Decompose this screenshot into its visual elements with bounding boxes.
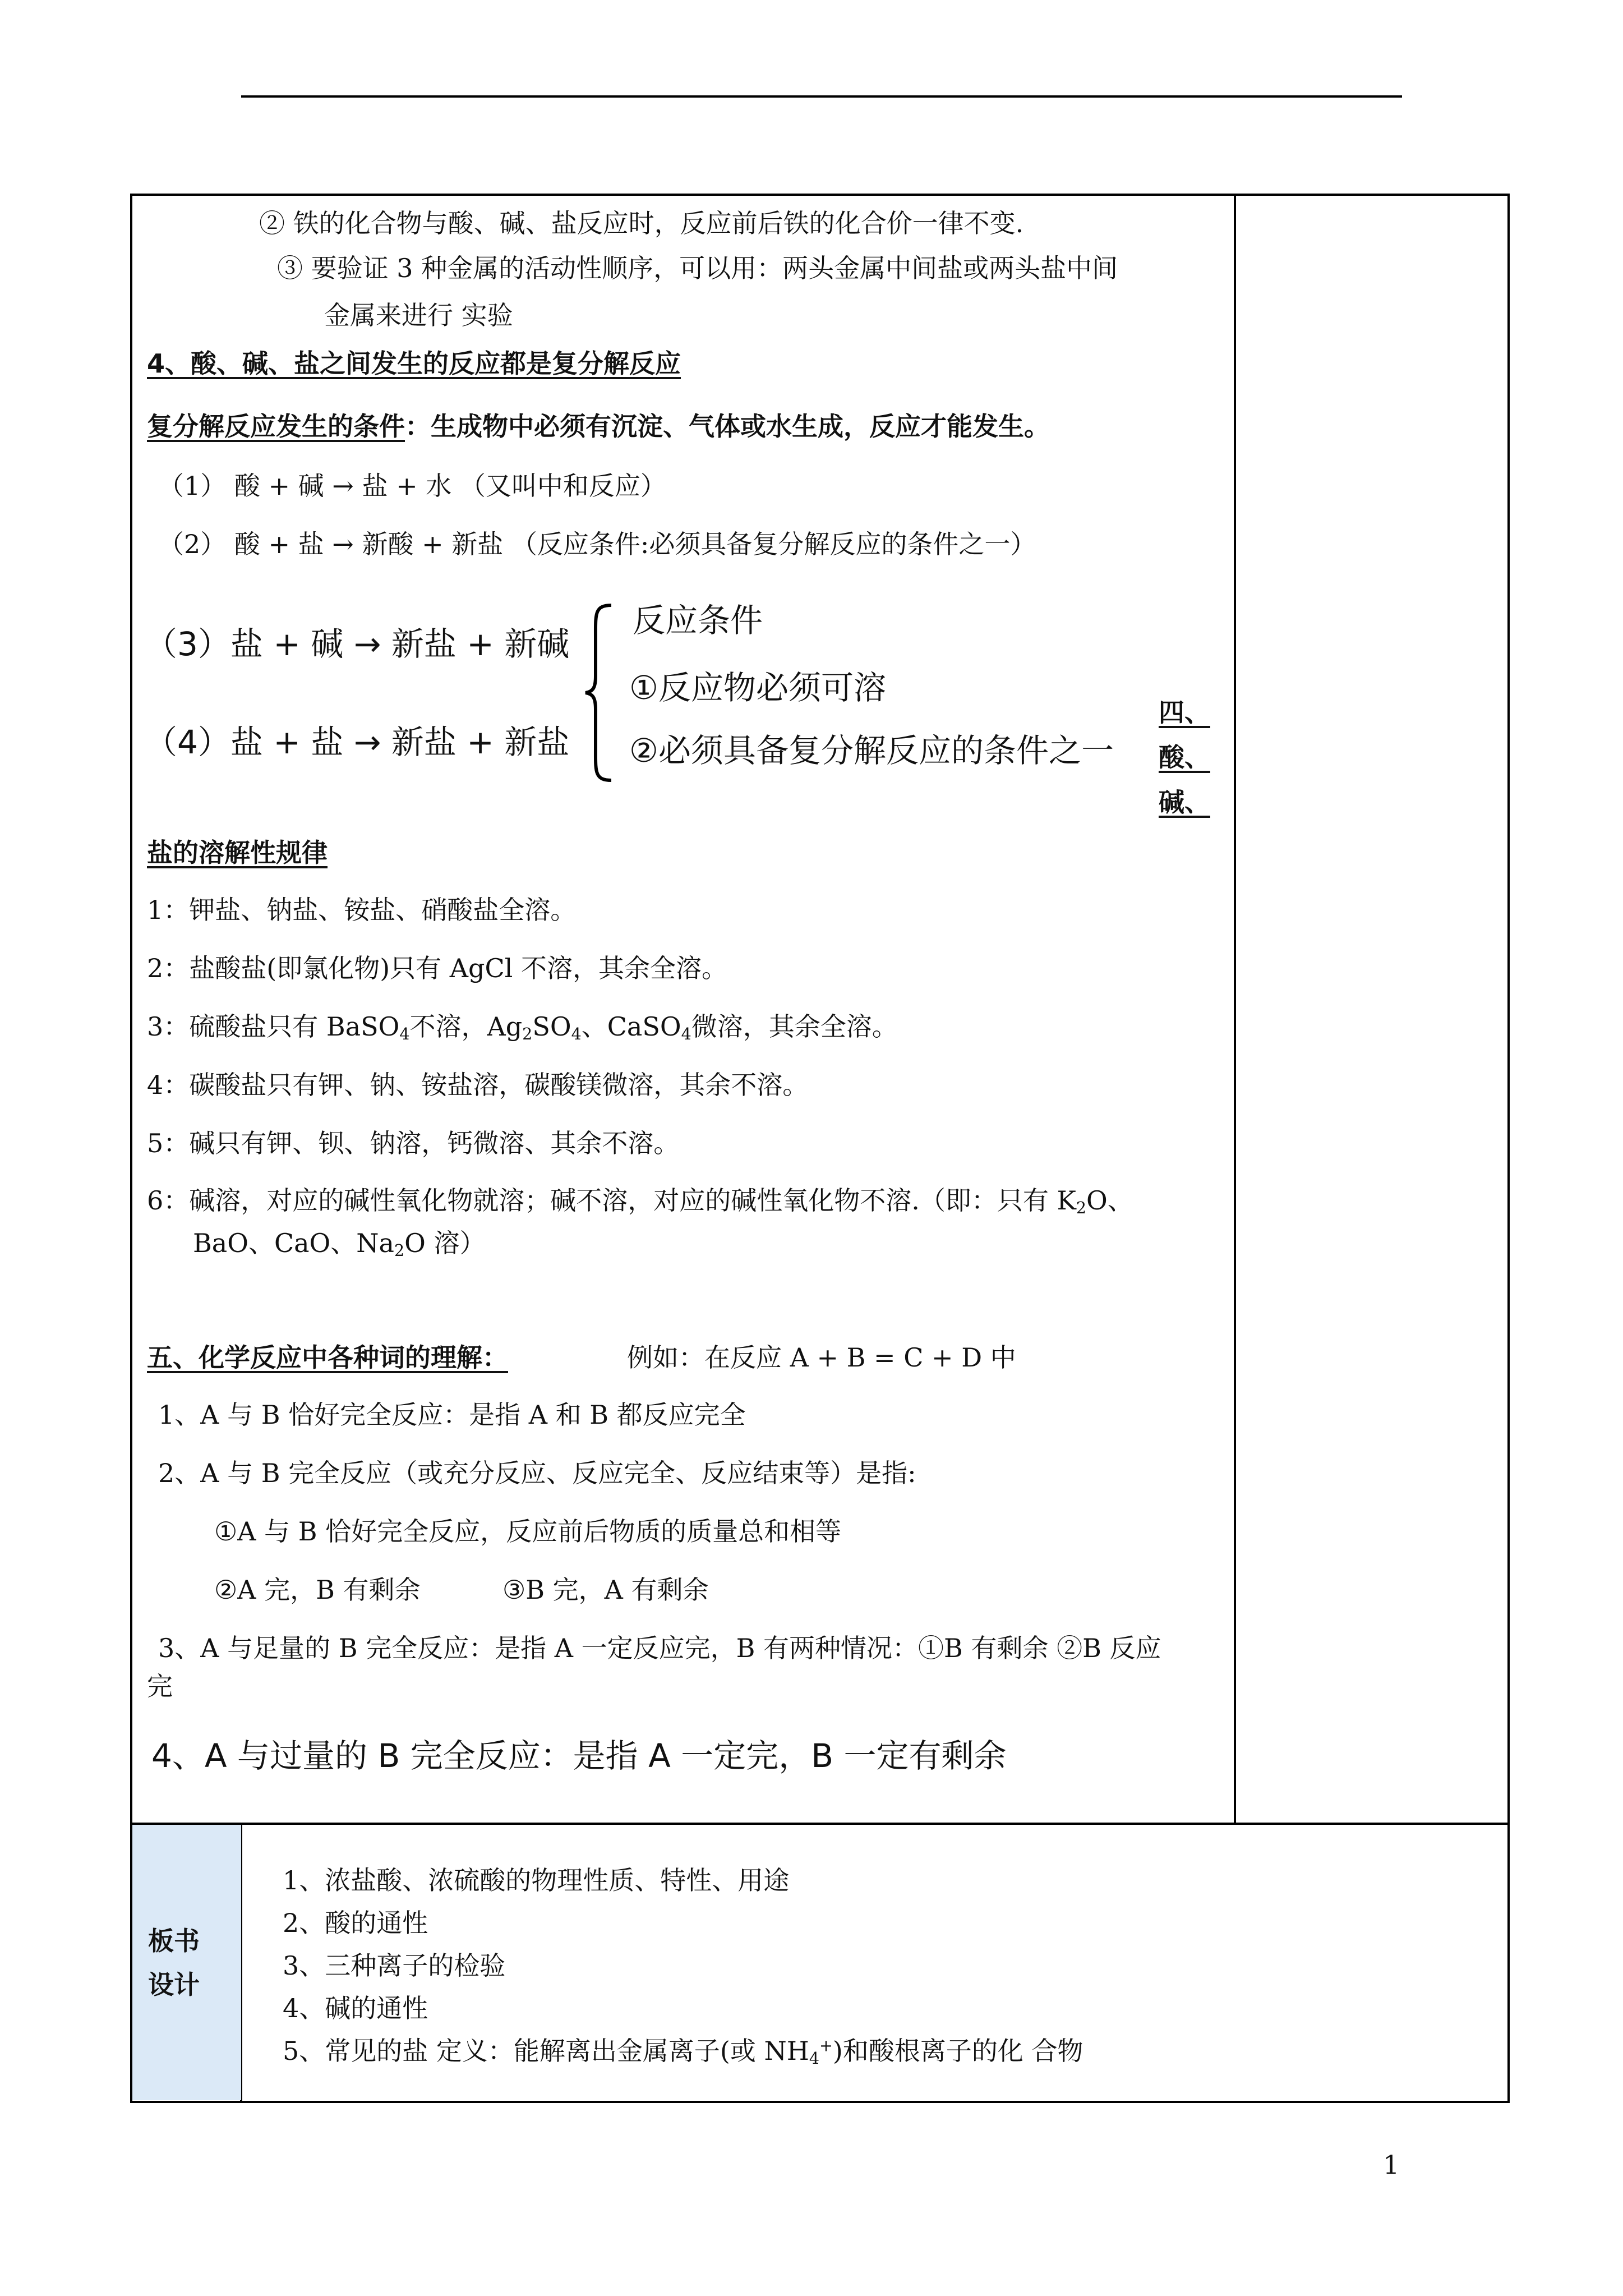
board-label-cell xyxy=(132,1825,241,2100)
condition-line xyxy=(147,409,1050,443)
r3-sub1: 4 xyxy=(399,1025,410,1044)
table-border-mid-column xyxy=(1234,194,1236,1825)
item-3: 3、A 与足量的 B 完全反应：是指 A 一定反应完，B 有两种情况：①B 有剩余 ②B 反应 xyxy=(158,1633,1161,1663)
solubility-rule-4: 4：碳酸盐只有钾、钠、铵盐溶，碳酸镁微溶，其余不溶。 xyxy=(147,1070,809,1100)
r6-post: O、 xyxy=(1086,1185,1133,1216)
r3-mid1: 不溶，Ag xyxy=(409,1011,523,1042)
cond-1: ①反应物必须可溶 xyxy=(629,669,886,707)
table-border-bottom xyxy=(130,2101,1510,2103)
item-3-cont: 完 xyxy=(147,1671,173,1701)
table-border-right xyxy=(1507,194,1510,2103)
item-2b: ②A 完，B 有剩余 xyxy=(214,1575,421,1605)
board-label-2: 设计 xyxy=(148,1970,200,2000)
reaction-1: （1） 酸 + 碱 → 盐 + 水 （又叫中和反应） xyxy=(158,471,666,501)
table-row-divider xyxy=(130,1823,1510,1825)
item5-post: )和酸根离子的化 合物 xyxy=(832,2036,1083,2066)
note-rule-3-cont: 金属来进行 实验 xyxy=(324,300,513,330)
r3-sub2: 2 xyxy=(522,1025,533,1044)
r3-sub3: 4 xyxy=(571,1025,582,1044)
solubility-rule-6-cont xyxy=(193,1226,485,1260)
r3-sub4: 4 xyxy=(681,1025,691,1044)
r6b-pre: BaO、CaO、Na xyxy=(193,1228,394,1258)
board-item-4: 4、碱的通性 xyxy=(283,1993,428,2023)
board-item-5 xyxy=(283,2034,1083,2068)
solubility-rule-1: 1：钾盐、钠盐、铵盐、硝酸盐全溶。 xyxy=(147,895,577,925)
r3-pre: 3：硫酸盐只有 BaSO xyxy=(147,1011,400,1042)
table-border-top xyxy=(130,194,1510,196)
item-2a: ①A 与 B 恰好完全反应，反应前后物质的质量总和相等 xyxy=(214,1516,842,1547)
item-1: 1、A 与 B 恰好完全反应：是指 A 和 B 都反应完全 xyxy=(158,1400,746,1430)
board-item-2: 2、酸的通性 xyxy=(283,1908,428,1938)
condition-text: ：生成物中必须有沉淀、气体或水生成，反应才能发生。 xyxy=(405,411,1050,441)
r6b-sub: 2 xyxy=(394,1241,405,1260)
section5-example: 例如：在反应 A + B = C + D 中 xyxy=(627,1342,1016,1373)
curly-brace-icon xyxy=(583,603,617,783)
reaction-2: （2） 酸 + 盐 → 新酸 + 新盐 （反应条件:必须具备复分解反应的条件之一） xyxy=(158,529,1036,559)
r6-sub: 2 xyxy=(1076,1199,1087,1218)
section4-heading: 4、酸、碱、盐之间发生的反应都是复分解反应 xyxy=(147,348,681,379)
r3-mid2: SO xyxy=(532,1011,571,1042)
item-2c: ③B 完，A 有剩余 xyxy=(502,1575,709,1605)
r3-mid3: 、CaSO xyxy=(581,1011,681,1042)
side-label-2: 酸、 xyxy=(1159,742,1210,772)
table-border-left xyxy=(130,194,132,2103)
item5-sub: 4 xyxy=(809,2049,819,2068)
solubility-rule-6 xyxy=(147,1184,1133,1217)
note-rule-3: ③ 要验证 3 种金属的活动性顺序，可以用：两头金属中间盐或两头盐中间 xyxy=(277,253,1118,283)
page-number: 1 xyxy=(1383,2150,1400,2180)
item-4: 4、A 与过量的 B 完全反应：是指 A 一定完，B 一定有剩余 xyxy=(151,1737,1007,1775)
reaction-3: （3）盐 + 碱 → 新盐 + 新碱 xyxy=(145,625,570,663)
solubility-rule-2: 2：盐酸盐(即氯化物)只有 AgCl 不溶，其余全溶。 xyxy=(147,953,727,983)
r6-pre: 6：碱溶，对应的碱性氧化物就溶；碱不溶，对应的碱性氧化物不溶.（即：只有 K xyxy=(147,1185,1076,1216)
cond-title: 反应条件 xyxy=(633,601,763,639)
board-label-1: 板书 xyxy=(148,1926,200,1956)
r3-post: 微溶，其余全溶。 xyxy=(691,1011,898,1042)
board-item-3: 3、三种离子的检验 xyxy=(283,1950,506,1981)
item-2: 2、A 与 B 完全反应（或充分反应、反应完全、反应结束等）是指: xyxy=(158,1458,916,1488)
cond-2: ②必须具备复分解反应的条件之一 xyxy=(629,731,1114,770)
solubility-rule-5: 5：碱只有钾、钡、钠溶，钙微溶、其余不溶。 xyxy=(147,1128,680,1158)
solubility-rule-3 xyxy=(147,1010,898,1043)
item5-sup: + xyxy=(819,2036,833,2055)
note-rule-2: ② 铁的化合物与酸、碱、盐反应时，反应前后铁的化合价一律不变. xyxy=(259,208,1024,238)
condition-label: 复分解反应发生的条件 xyxy=(147,411,405,441)
board-item-1: 1、浓盐酸、浓硫酸的物理性质、特性、用途 xyxy=(283,1865,790,1895)
section5-heading: 五、化学反应中各种词的理解： xyxy=(147,1342,508,1373)
side-label-1: 四、 xyxy=(1159,697,1210,728)
solubility-heading: 盐的溶解性规律 xyxy=(147,838,328,868)
side-label-3: 碱、 xyxy=(1159,787,1210,817)
item5-pre: 5、常见的盐 定义：能解离出金属离子(或 NH xyxy=(283,2036,809,2066)
header-rule xyxy=(241,95,1402,98)
reaction-4: （4）盐 + 盐 → 新盐 + 新盐 xyxy=(145,723,570,761)
r6b-post: O 溶） xyxy=(404,1228,486,1258)
